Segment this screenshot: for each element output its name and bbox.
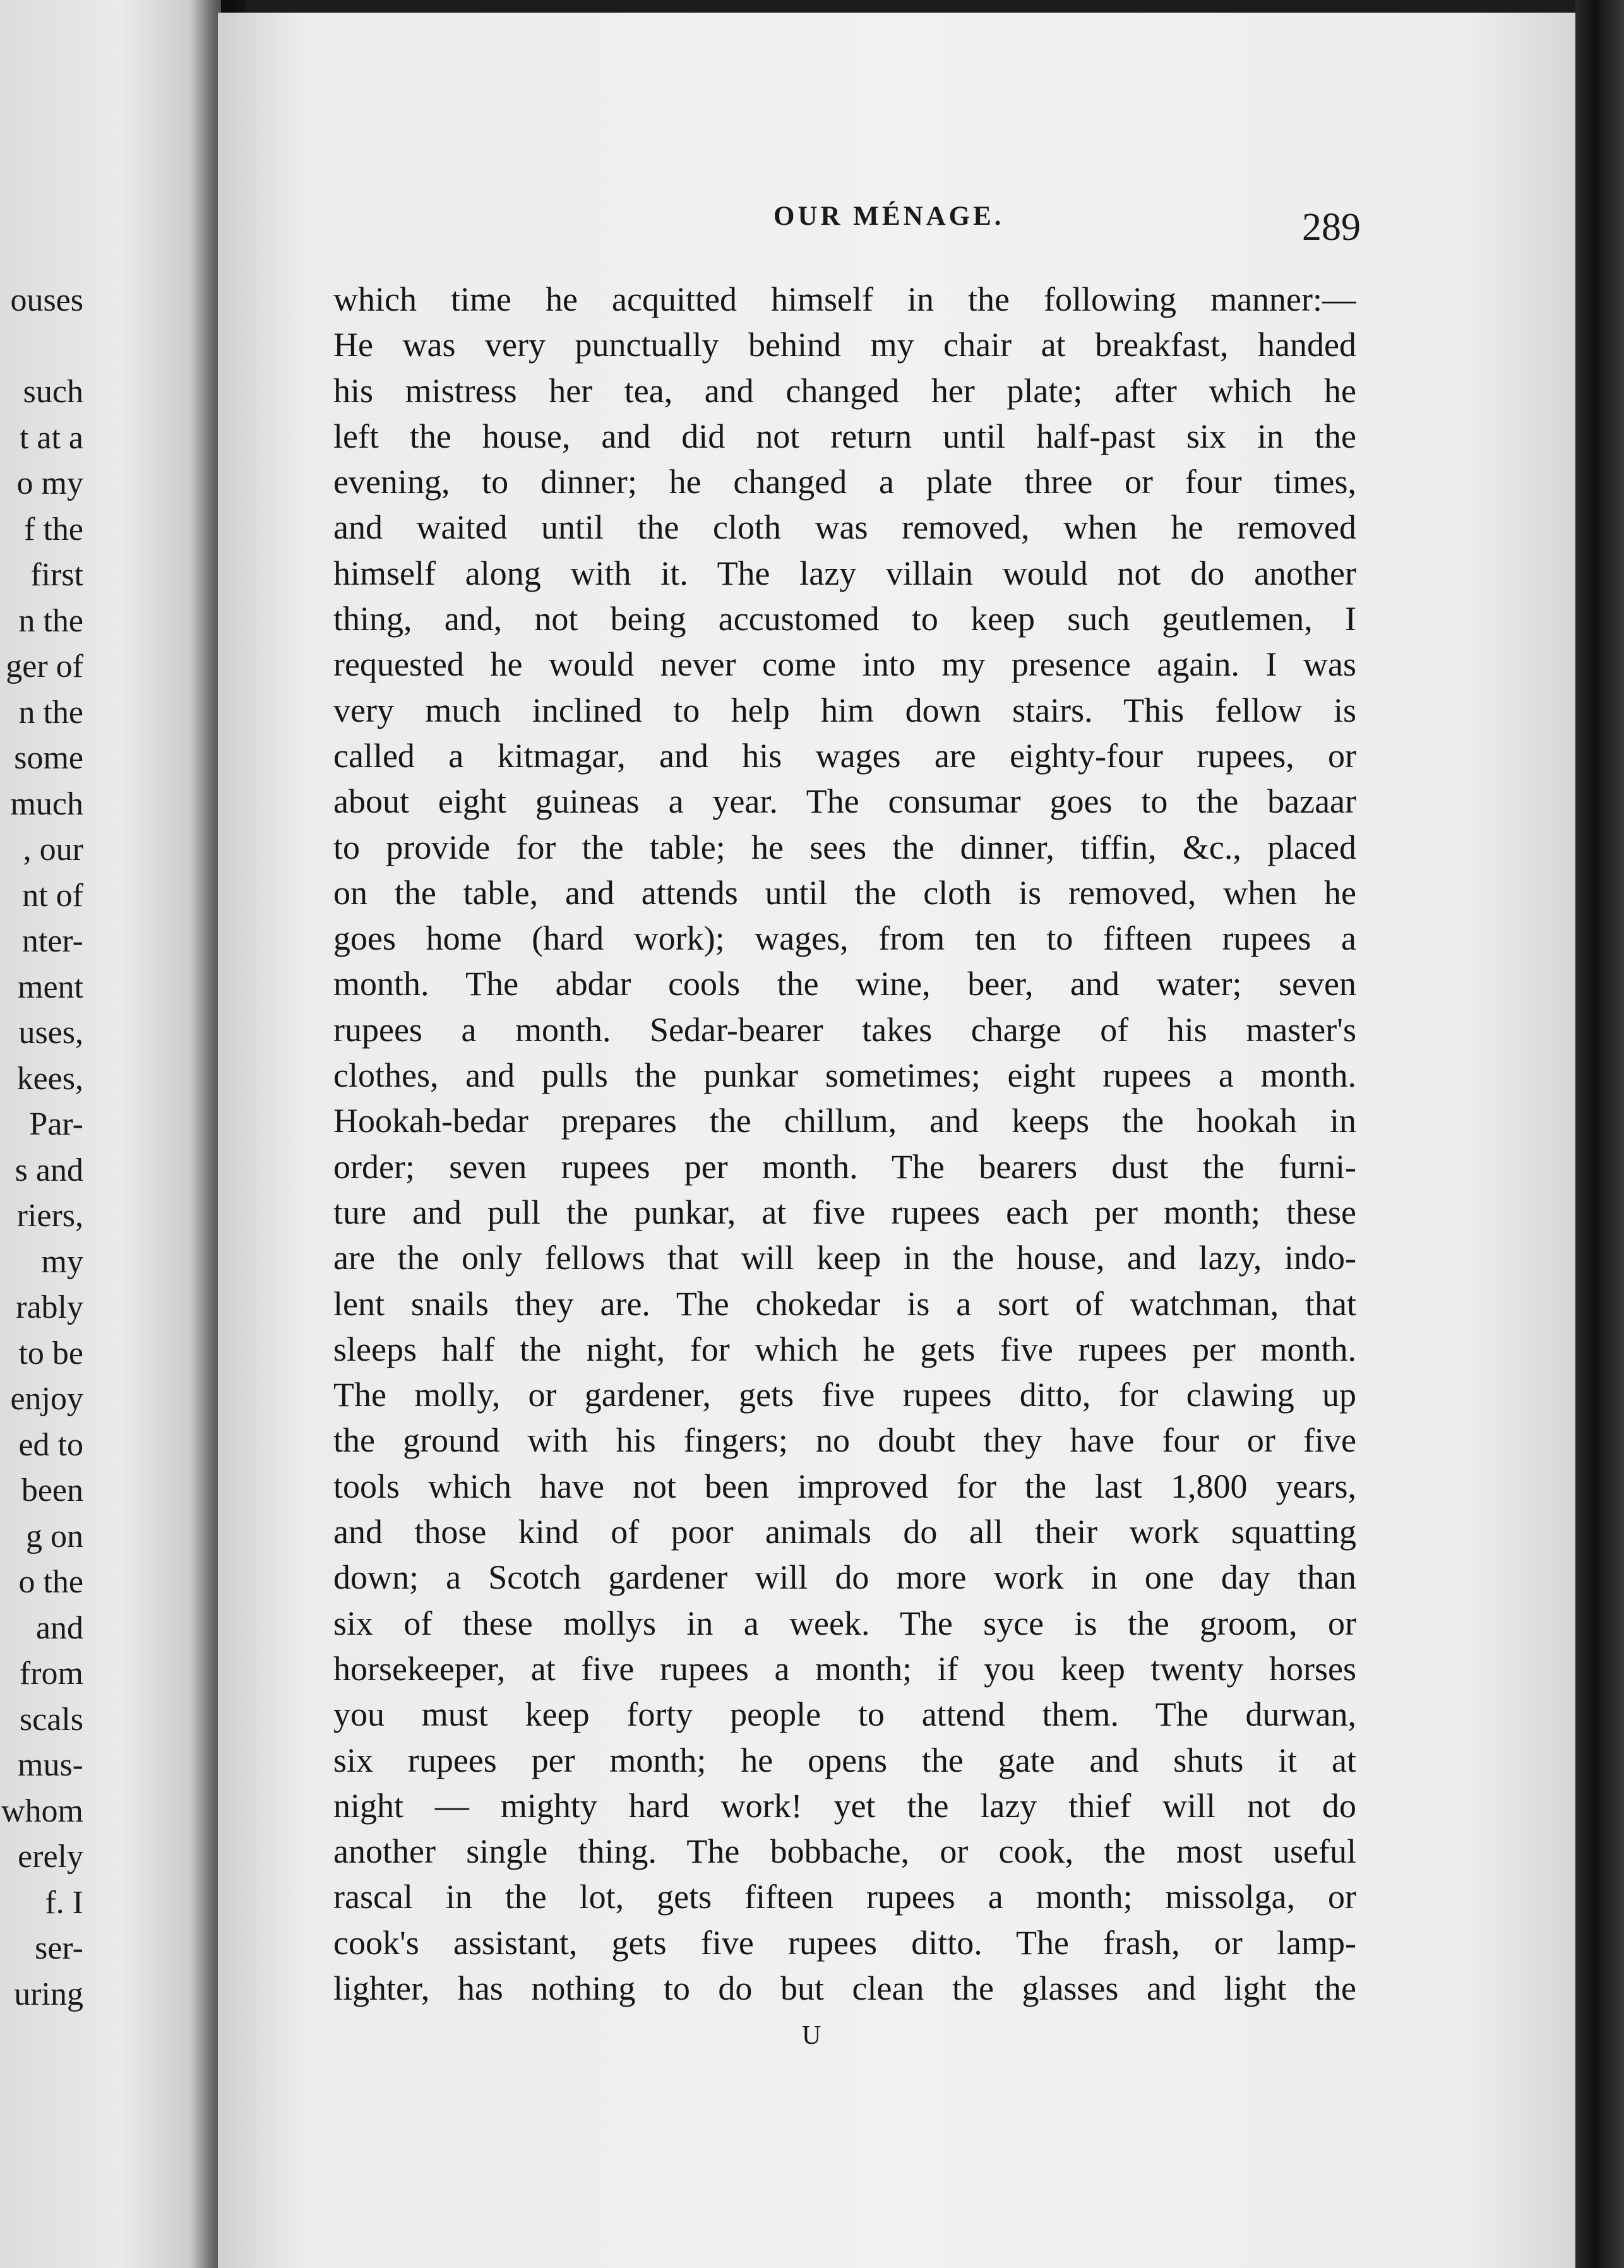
left-page-text <box>0 278 83 2017</box>
text-line: to provide for the table; he sees the dinner, tiffin, &c., placed <box>333 828 1356 866</box>
left-line: mus- <box>18 1747 83 1783</box>
left-line: ment <box>18 969 83 1005</box>
text-line: and those kind of poor animals do all their work squatting <box>333 1513 1356 1551</box>
running-head: OUR MÉNAGE. <box>773 201 1005 231</box>
left-line: and <box>35 1609 83 1646</box>
text-line: rascal in the lot, gets fifteen rupees a month; missolga, or <box>333 1878 1356 1916</box>
left-line: from <box>19 1656 83 1692</box>
text-line: left the house, and did not return until half-past six in the <box>333 417 1356 455</box>
left-line: ser- <box>35 1930 83 1966</box>
text-line: you must keep forty people to attend them. The durwan, <box>333 1695 1356 1734</box>
left-line: ger of <box>6 648 83 684</box>
left-line: to be <box>18 1335 83 1371</box>
text-line: night — mighty hard work! yet the lazy thief will not do <box>333 1786 1356 1825</box>
text-line: called a kitmagar, and his wages are eighty-four rupees, or <box>333 736 1356 775</box>
text-line: clothes, and pulls the punkar sometimes; eight rupees a month. <box>333 1056 1356 1095</box>
left-line: ed to <box>18 1426 83 1463</box>
text-line: cook's assistant, gets five rupees ditto. The frash, or lamp- <box>333 1923 1356 1962</box>
text-line: about eight guineas a year. The consumar goes to the bazaar <box>333 782 1356 821</box>
text-line: evening, to dinner; he changed a plate three or four times, <box>333 463 1356 501</box>
text-line: sleeps half the night, for which he gets five rupees per month. <box>333 1330 1356 1368</box>
left-line <box>0 324 83 370</box>
text-line: thing, and, not being accustomed to keep such geutlemen, I <box>333 600 1356 638</box>
left-line: n the <box>18 694 83 731</box>
left-line: much <box>10 785 83 822</box>
left-line: enjoy <box>10 1381 83 1417</box>
left-line: f. I <box>45 1884 83 1921</box>
left-line: such <box>23 374 83 410</box>
page-edge <box>1575 0 1624 2268</box>
left-line: f the <box>24 511 83 547</box>
text-line: The molly, or gardener, gets five rupees ditto, for clawing up <box>333 1376 1356 1414</box>
left-line: nter- <box>21 923 83 959</box>
left-line: rably <box>16 1289 83 1325</box>
text-line: six of these mollys in a week. The syce is the groom, or <box>333 1604 1356 1642</box>
left-line: my <box>41 1243 83 1280</box>
left-line: nt of <box>22 877 83 914</box>
left-line: riers, <box>16 1198 83 1234</box>
left-line: scals <box>19 1701 83 1738</box>
text-line: ture and pull the punkar, at five rupees each per month; these <box>333 1193 1356 1231</box>
text-line: down; a Scotch gardener will do more work in one day than <box>333 1558 1356 1597</box>
left-line: ouses <box>10 282 83 318</box>
text-line: very much inclined to help him down stairs. This fellow is <box>333 691 1356 729</box>
left-line: , our <box>23 832 83 868</box>
text-line: goes home (hard work); wages, from ten to fifteen rupees a <box>333 919 1356 958</box>
text-line: his mistress her tea, and changed her plate; after which he <box>333 371 1356 410</box>
left-line: Par- <box>29 1106 83 1142</box>
left-line: first <box>30 557 83 593</box>
text-line: and waited until the cloth was removed, when he removed <box>333 508 1356 547</box>
text-line: order; seven rupees per month. The bearers dust the furni- <box>333 1147 1356 1186</box>
text-line: month. The abdar cools the wine, beer, and water; seven <box>333 965 1356 1003</box>
left-line: g on <box>26 1518 83 1555</box>
text-line: lighter, has nothing to do but clean the glasses and light the <box>333 1969 1356 2007</box>
text-line: are the only fellows that will keep in the house, and lazy, indo- <box>333 1239 1356 1277</box>
left-page <box>0 0 221 2268</box>
left-line: n the <box>18 602 83 639</box>
left-line: some <box>14 740 83 776</box>
text-line: himself along with it. The lazy villain would not do another <box>333 554 1356 592</box>
left-line: uses, <box>18 1015 83 1051</box>
text-line: He was very punctually behind my chair at breakfast, handed <box>333 326 1356 364</box>
signature-mark: U <box>802 2021 821 2050</box>
text-line: requested he would never come into my presence again. I was <box>333 645 1356 684</box>
text-line: tools which have not been improved for the last 1,800 years, <box>333 1467 1356 1505</box>
page-number: 289 <box>1302 206 1361 249</box>
left-line: erely <box>18 1839 83 1875</box>
left-line: s and <box>15 1152 83 1188</box>
text-line: which time he acquitted himself in the following manner:— <box>333 280 1356 318</box>
left-line: uring <box>14 1976 83 2012</box>
text-line: on the table, and attends until the cloth is removed, when he <box>333 873 1356 912</box>
text-line: lent snails they are. The chokedar is a sort of watchman, that <box>333 1284 1356 1323</box>
text-line: the ground with his fingers; no doubt they have four or five <box>333 1421 1356 1460</box>
text-line: six rupees per month; he opens the gate and shuts it at <box>333 1741 1356 1779</box>
left-line: t at a <box>19 419 83 456</box>
left-line: o the <box>18 1564 83 1600</box>
left-line: been <box>21 1472 83 1508</box>
text-line: another single thing. The bobbache, or cook, the most useful <box>333 1832 1356 1871</box>
left-line: o my <box>16 465 83 501</box>
left-line: whom <box>1 1793 83 1829</box>
body-text <box>333 277 1356 2011</box>
left-line: kees, <box>16 1060 83 1097</box>
text-line: rupees a month. Sedar-bearer takes charge of his master's <box>333 1010 1356 1049</box>
text-line: Hookah-bedar prepares the chillum, and keeps the hookah in <box>333 1102 1356 1140</box>
text-line: horsekeeper, at five rupees a month; if you keep twenty horses <box>333 1649 1356 1688</box>
